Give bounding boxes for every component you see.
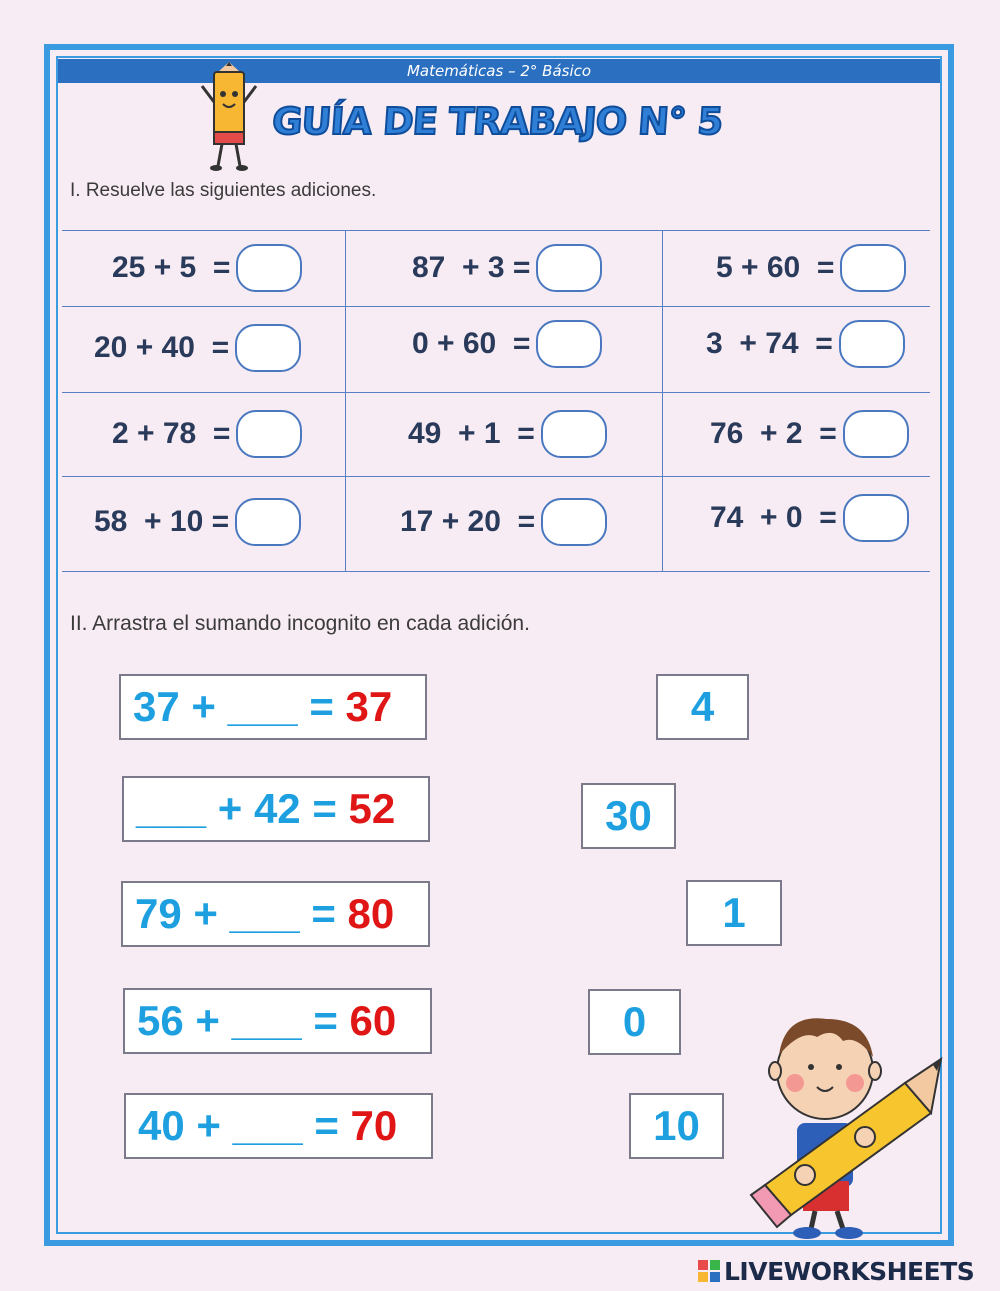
addition-expression: 5 + 60 = <box>716 251 835 284</box>
grid-line <box>62 392 930 393</box>
equation-result: 52 <box>348 785 396 832</box>
equation-box-5[interactable] <box>124 1093 433 1159</box>
drop-slot[interactable]: ___ <box>229 890 300 937</box>
equation-mid: = <box>302 1102 351 1149</box>
addition-expression: 20 + 40 = <box>94 331 230 364</box>
brand-name: LIVEWORKSHEETS <box>724 1256 975 1286</box>
equation-left: 79 + <box>135 890 230 937</box>
answer-input[interactable] <box>536 244 602 292</box>
answer-input[interactable] <box>235 498 301 546</box>
addition-expression: 76 + 2 = <box>710 417 837 450</box>
answer-input[interactable] <box>235 324 301 372</box>
equation-result: 70 <box>350 1102 398 1149</box>
equation-mid: = <box>301 997 350 1044</box>
addition-cell <box>412 314 602 374</box>
addition-cell <box>408 404 607 464</box>
grid-line <box>345 230 346 572</box>
kid-with-pencil-icon <box>745 1005 950 1240</box>
addition-expression: 17 + 20 = <box>400 505 536 538</box>
answer-input[interactable] <box>236 244 302 292</box>
addition-cell <box>94 492 301 552</box>
drop-slot[interactable]: ___ <box>136 785 207 832</box>
grid-line <box>62 306 930 307</box>
section1-instruction: I. Resuelve las siguientes adiciones. <box>70 180 377 201</box>
grid-line <box>662 230 663 572</box>
worksheet-title: GUÍA DE TRABAJO N° 5 <box>270 100 724 143</box>
equation-left: 37 + <box>133 683 228 730</box>
addition-expression: 0 + 60 = <box>412 327 531 360</box>
drop-slot[interactable]: ___ <box>232 1102 303 1149</box>
grid-line <box>62 476 930 477</box>
addition-expression: 74 + 0 = <box>710 501 837 534</box>
addition-expression: 3 + 74 = <box>706 327 833 360</box>
answer-input[interactable] <box>541 498 607 546</box>
equation-result: 80 <box>347 890 395 937</box>
addition-cell <box>710 488 909 548</box>
drop-slot[interactable]: ___ <box>231 997 302 1044</box>
equation-result: 60 <box>349 997 397 1044</box>
liveworksheets-logo-icon <box>698 1260 720 1282</box>
addition-cell <box>710 404 909 464</box>
brand-logo <box>698 1256 974 1286</box>
equation-mid: + 42 = <box>206 785 349 832</box>
answer-input[interactable] <box>840 244 906 292</box>
answer-input[interactable] <box>536 320 602 368</box>
addition-expression: 58 + 10 = <box>94 505 230 538</box>
equation-box-2[interactable] <box>122 776 430 842</box>
grid-line <box>62 571 930 572</box>
grid-line <box>62 230 930 231</box>
drag-option[interactable]: 4 <box>656 674 749 740</box>
drop-slot[interactable]: ___ <box>227 683 298 730</box>
equation-box-1[interactable] <box>119 674 427 740</box>
addition-expression: 25 + 5 = <box>112 251 231 284</box>
equation-left: 56 + <box>137 997 232 1044</box>
pencil-mascot-icon <box>196 62 262 174</box>
answer-input[interactable] <box>236 410 302 458</box>
answer-input[interactable] <box>843 410 909 458</box>
answer-input[interactable] <box>843 494 909 542</box>
equation-mid: = <box>297 683 346 730</box>
drag-option[interactable]: 30 <box>581 783 676 849</box>
equation-result: 37 <box>345 683 393 730</box>
addition-cell <box>94 318 301 378</box>
subject-header: Matemáticas – 2° Básico <box>58 59 940 83</box>
drag-option[interactable]: 10 <box>629 1093 724 1159</box>
equation-mid: = <box>299 890 348 937</box>
addition-cell <box>112 238 302 298</box>
addition-cell <box>706 314 905 374</box>
addition-cell <box>412 238 602 298</box>
addition-cell <box>112 404 302 464</box>
addition-cell <box>400 492 607 552</box>
addition-expression: 2 + 78 = <box>112 417 231 450</box>
drag-option[interactable]: 1 <box>686 880 782 946</box>
addition-grid <box>62 230 930 572</box>
drag-option[interactable]: 0 <box>588 989 681 1055</box>
addition-expression: 49 + 1 = <box>408 417 535 450</box>
equation-box-4[interactable] <box>123 988 432 1054</box>
addition-cell <box>716 238 906 298</box>
equation-left: 40 + <box>138 1102 233 1149</box>
answer-input[interactable] <box>839 320 905 368</box>
equation-box-3[interactable] <box>121 881 430 947</box>
addition-expression: 87 + 3 = <box>412 251 531 284</box>
section2-instruction: II. Arrastra el sumando incognito en cada adición. <box>70 612 530 635</box>
answer-input[interactable] <box>541 410 607 458</box>
